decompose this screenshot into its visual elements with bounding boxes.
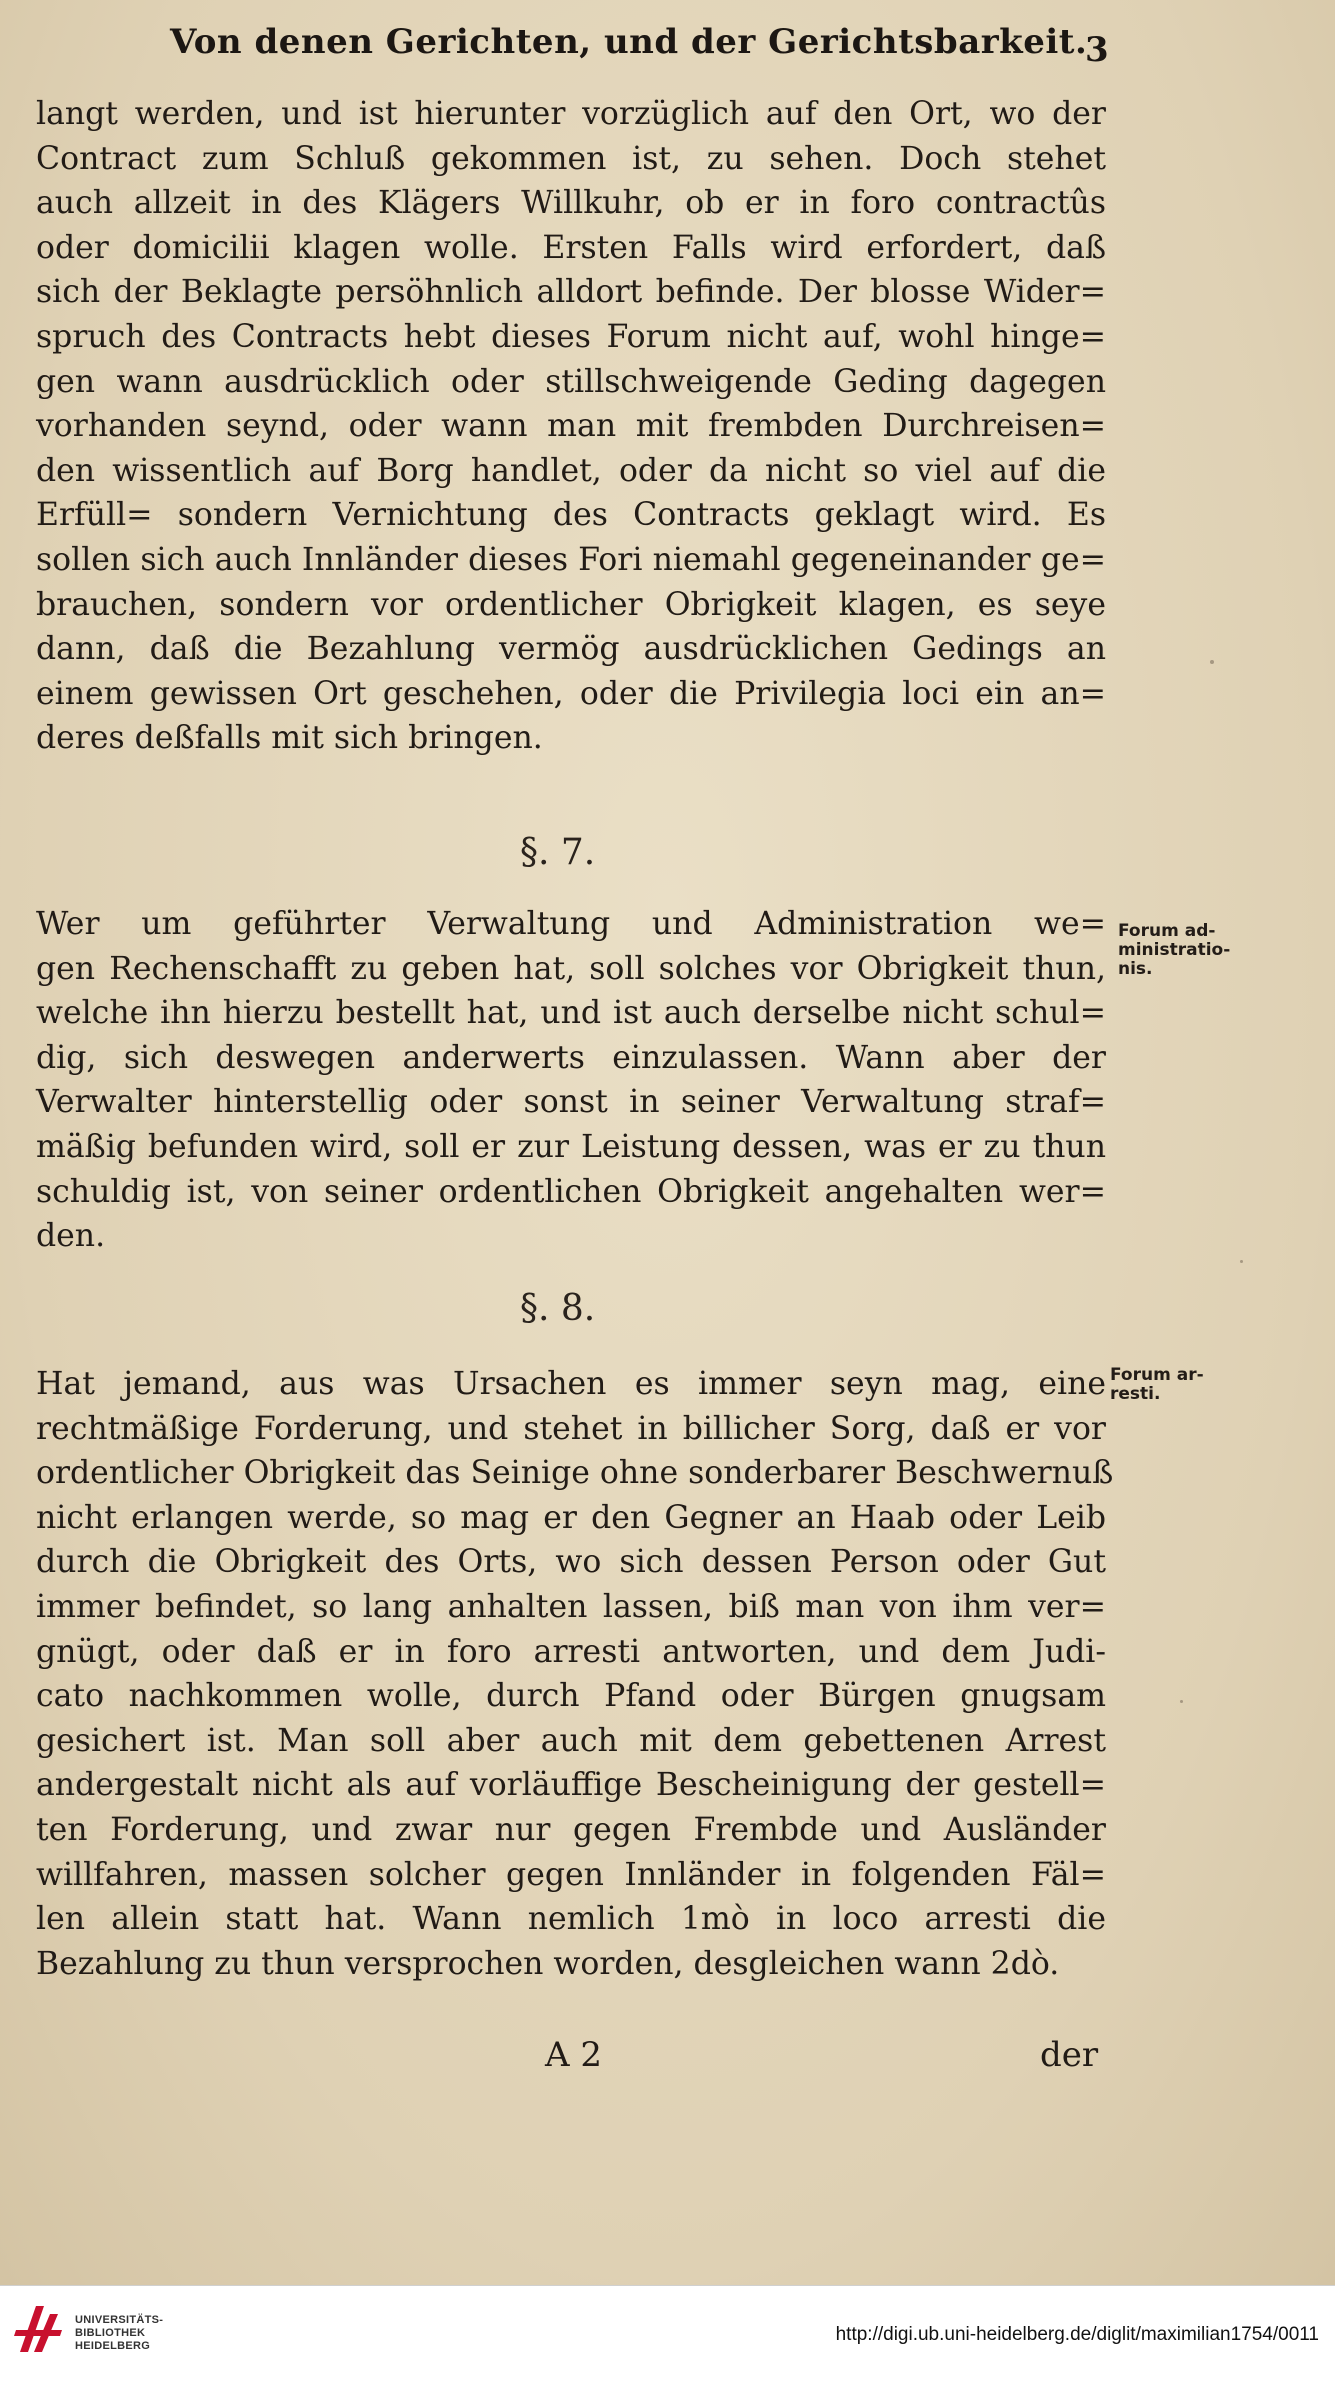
text-line: cato nachkommen wolle, durch Pfand oder Bürgen gnugsam [36, 1678, 1106, 1715]
margin-note-line: resti. [1110, 1384, 1161, 1404]
text-line: langt werden, und ist hierunter vorzüglich auf den Ort, wo der [36, 96, 1106, 132]
text-line: oder domicilii klagen wolle. Ersten Falls wird erfordert, daß [36, 229, 1106, 266]
text-line: Erfüll= sondern Vernichtung des Contracts geklagt wird. Es [36, 497, 1106, 534]
text-line: durch die Obrigkeit des Orts, wo sich dessen Person oder Gut [36, 1544, 1106, 1581]
university-library-logo-icon [14, 2300, 66, 2358]
text-line: deres deßfalls mit sich bringen. [36, 720, 543, 757]
text-line: vorhanden seynd, oder wann man mit frembden Durchreisen= [36, 408, 1106, 445]
catchword: der [1040, 2035, 1099, 2075]
text-line: Bezahlung zu thun versprochen worden, desgleichen wann 2dò. [36, 1945, 1060, 1982]
margin-note-line: Forum ad- [1118, 921, 1216, 941]
text-line: Contract zum Schluß gekommen ist, zu sehen. Doch stehet [36, 140, 1106, 177]
text-line: den. [36, 1218, 106, 1255]
margin-note-forum-arresti [1110, 1366, 1204, 1404]
margin-note-line: nis. [1118, 959, 1153, 979]
text-line: ordentlicher Obrigkeit das Seinige ohne sonderbarer Beschwernuß [36, 1455, 1114, 1492]
text-line: dann, daß die Bezahlung vermög ausdrücklichen Gedings an [36, 631, 1106, 668]
text-line: immer befindet, so lang anhalten lassen, biß man von ihm ver= [36, 1588, 1106, 1625]
margin-note-forum-administrationis [1118, 922, 1230, 979]
section-heading-7: §. 7. [520, 832, 596, 873]
text-line: schuldig ist, von seiner ordentlichen Obrigkeit angehalten wer= [36, 1173, 1106, 1210]
section-heading-8: §. 8. [520, 1288, 596, 1329]
paragraph-3 [36, 1362, 1114, 1986]
paragraph-1 [36, 92, 1106, 761]
text-line: Wer um geführter Verwaltung und Administration we= [36, 906, 1106, 942]
text-line: dig, sich deswegen anderwerts einzulassen. Wann aber der [36, 1039, 1106, 1076]
text-line: nicht erlangen werde, so mag er den Gegner an Haab oder Leib [36, 1499, 1106, 1536]
source-url-link[interactable]: http://digi.ub.uni-heidelberg.de/diglit/maximilian1754/0011 [835, 2324, 1319, 2345]
text-line: Verwalter hinterstellig oder sonst in seiner Verwaltung straf= [36, 1084, 1106, 1121]
text-line: gen wann ausdrücklich oder stillschweigende Geding dagegen [36, 363, 1106, 400]
margin-note-line: Forum ar- [1110, 1365, 1204, 1385]
text-line: ten Forderung, und zwar nur gegen Frembde und Ausländer [36, 1811, 1106, 1848]
text-line: welche ihn hierzu bestellt hat, und ist auch derselbe nicht schul= [36, 995, 1106, 1032]
text-line: mäßig befunden wird, soll er zur Leistung dessen, was er zu thun [36, 1128, 1106, 1165]
text-line: den wissentlich auf Borg handlet, oder da nicht so viel auf die [36, 452, 1106, 489]
signature-mark: A 2 [545, 2035, 602, 2075]
text-line: sollen sich auch Innländer dieses Fori niemahl gegeneinander ge= [36, 541, 1106, 578]
page-number: 3 [1085, 30, 1109, 70]
text-line: rechtmäßige Forderung, und stehet in billicher Sorg, daß er vor [36, 1410, 1106, 1447]
running-head: Von denen Gerichten, und der Gerichtsbarkeit. [170, 22, 1088, 62]
text-line: auch allzeit in des Klägers Willkuhr, ob er in foro contractûs [36, 185, 1106, 222]
text-line: spruch des Contracts hebt dieses Forum nicht auf, wohl hinge= [36, 318, 1106, 355]
text-line: gesichert ist. Man soll aber auch mit dem gebettenen Arrest [36, 1722, 1106, 1759]
text-line: willfahren, massen solcher gegen Innländer in folgenden Fäl= [36, 1856, 1106, 1893]
text-line: gen Rechenschafft zu geben hat, soll solches vor Obrigkeit thun, [36, 950, 1106, 987]
library-name: UNIVERSITÄTS- BIBLIOTHEK HEIDELBERG [75, 2314, 164, 2352]
text-line: sich der Beklagte persöhnlich alldort befinde. Der blosse Wider= [36, 274, 1106, 311]
text-line: gnügt, oder daß er in foro arresti antworten, und dem Judi- [36, 1633, 1106, 1670]
text-line: len allein statt hat. Wann nemlich 1mò in loco arresti die [36, 1901, 1106, 1938]
text-line: brauchen, sondern vor ordentlicher Obrigkeit klagen, es seye [36, 586, 1106, 623]
paragraph-2 [36, 902, 1106, 1259]
text-line: andergestalt nicht als auf vorläuffige Bescheinigung der gestell= [36, 1767, 1106, 1804]
library-footer [0, 2285, 1335, 2382]
text-line: Hat jemand, aus was Ursachen es immer seyn mag, eine [36, 1366, 1106, 1402]
text-line: einem gewissen Ort geschehen, oder die Privilegia loci ein an= [36, 675, 1106, 712]
margin-note-line: ministratio- [1118, 940, 1231, 960]
